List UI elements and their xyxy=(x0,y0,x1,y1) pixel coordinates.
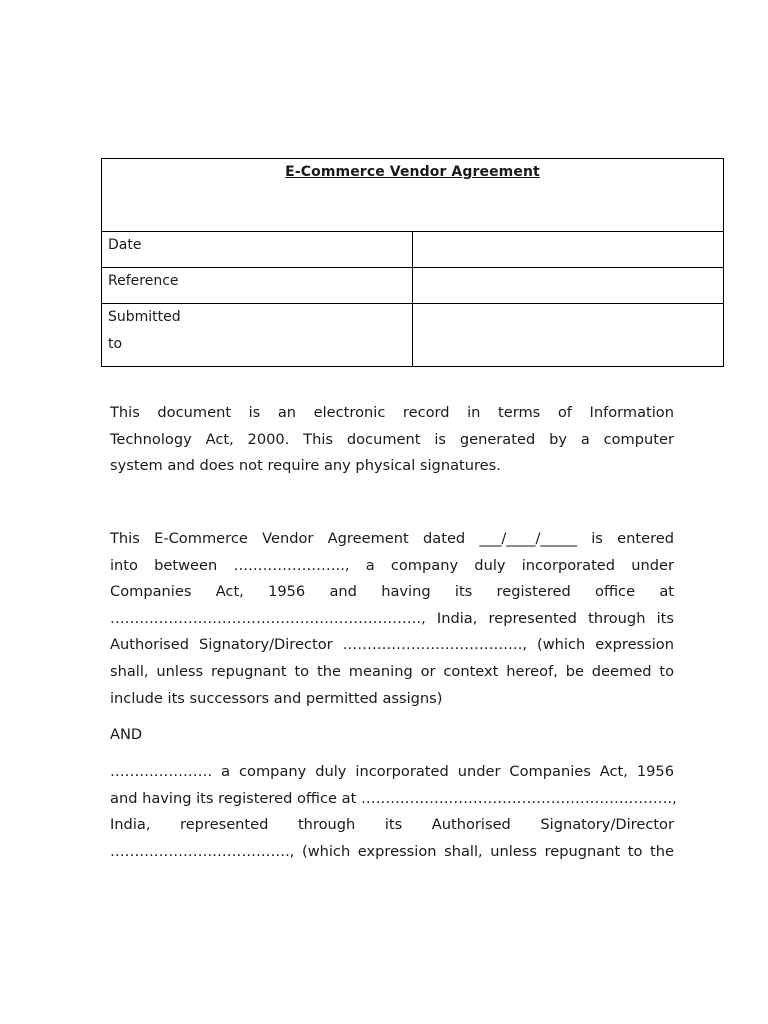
second-party-line: India, represented through its Authorised Signatory/Director xyxy=(110,816,674,834)
submitted-to-row xyxy=(102,304,724,367)
date-label: Date xyxy=(108,237,142,253)
submitted-to-label: Submitted to xyxy=(108,309,181,352)
intro-line: Authorised Signatory/Director ………………………………., (which expression xyxy=(110,636,674,654)
intro-line: ………………………………………………………., India, represented through its xyxy=(110,609,674,627)
intro-line: include its successors and permitted assigns) xyxy=(110,689,443,707)
electronic-record-notice xyxy=(110,400,674,480)
intro-line: This E-Commerce Vendor Agreement dated ___/____/_____ is entered xyxy=(110,530,674,547)
agreement-intro-paragraph xyxy=(110,526,674,712)
notice-line: system and does not require any physical signatures. xyxy=(110,457,501,475)
reference-row xyxy=(102,268,724,304)
and-text: AND xyxy=(110,726,143,743)
document-title: E-Commerce Vendor Agreement xyxy=(285,164,540,180)
title-row xyxy=(102,159,724,232)
date-label-cell xyxy=(102,232,413,268)
date-row xyxy=(102,232,724,268)
intro-line: into between ………………….., a company duly incorporated under xyxy=(110,556,674,574)
and-separator xyxy=(110,722,674,749)
notice-line: Technology Act, 2000. This document is generated by a computer xyxy=(110,430,674,448)
date-value-cell xyxy=(413,232,724,268)
submitted-to-label-cell xyxy=(102,304,413,367)
agreement-header-table xyxy=(101,158,724,367)
title-cell xyxy=(102,159,724,232)
notice-line: This document is an electronic record in terms of Information xyxy=(110,404,674,421)
second-party-line: ………………………………., (which expression shall, unless repugnant to the xyxy=(110,842,674,860)
second-party-line: ………………… a company duly incorporated under Companies Act, 1956 xyxy=(110,763,674,780)
reference-value-cell xyxy=(413,268,724,304)
reference-label: Reference xyxy=(108,273,179,289)
intro-line: shall, unless repugnant to the meaning or context hereof, be deemed to xyxy=(110,662,674,680)
second-party-paragraph xyxy=(110,759,677,865)
intro-line: Companies Act, 1956 and having its registered office at xyxy=(110,583,674,601)
submitted-to-value-cell xyxy=(413,304,724,367)
reference-label-cell xyxy=(102,268,413,304)
second-party-line: and having its registered office at ………………………………………………………., xyxy=(110,789,677,807)
